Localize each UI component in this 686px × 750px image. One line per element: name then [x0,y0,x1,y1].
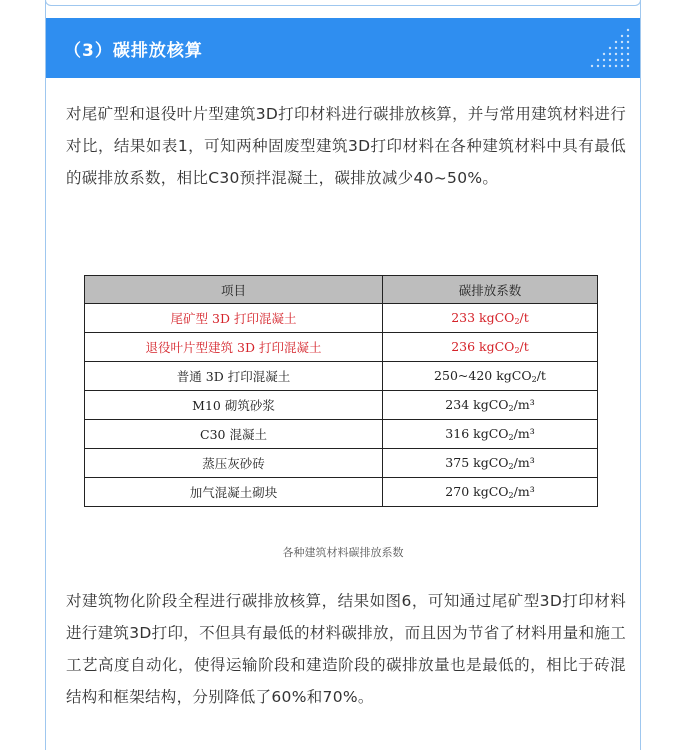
table-row [85,362,598,391]
header-coefficient: 碳排放系数 [383,276,598,304]
section-heading-bar [46,18,640,78]
cell-value: 236 kgCO [451,339,515,354]
cell-item: 退役叶片型建筑 3D 打印混凝土 [85,333,383,362]
table-row [85,478,598,507]
cell-unit: /m³ [513,397,535,412]
cell-unit: /m³ [513,484,535,499]
table-row [85,420,598,449]
table-row [85,449,598,478]
cell-value: 270 kgCO [445,484,509,499]
cell-subscript: 2 [514,346,520,355]
table-row [85,333,598,362]
cell-subscript: 2 [508,433,514,442]
table-header-row [85,276,598,304]
cell-coefficient [383,362,598,391]
cell-coefficient [383,420,598,449]
cell-subscript: 2 [531,375,537,384]
emission-table [84,275,598,507]
conclusion-paragraph: 对建筑物化阶段全程进行碳排放核算，结果如图6，可知通过尾矿型3D打印材料进行建筑3D打印，不但具有最低的材料碳排放，而且因为节省了材料用量和施工工艺高度自动化，使得运输阶段和建造阶段的碳排放量也是最低的，相比于砖混结构和框架结构，分别降低了60%和70%。 [66,592,626,706]
cell-unit: /t [536,368,546,383]
emission-table-container [84,275,598,507]
cell-subscript: 2 [508,404,514,413]
dot-pattern-icon [588,26,632,70]
intro-paragraph: 对尾矿型和退役叶片型建筑3D打印材料进行碳排放核算，并与常用建筑材料进行对比，结果如表1，可知两种固废型建筑3D打印材料在各种建筑材料中具有最低的碳排放系数，相比C30预拌混凝土，碳排放减少40~50%。 [66,105,626,187]
cell-item: C30 混凝土 [85,420,383,449]
cell-value: 233 kgCO [451,310,515,325]
cell-item: 尾矿型 3D 打印混凝土 [85,304,383,333]
cell-coefficient [383,449,598,478]
cell-unit: /m³ [513,455,535,470]
cell-subscript: 2 [514,317,520,326]
section-heading: （3）碳排放核算 [64,40,203,61]
cell-value: 375 kgCO [445,455,509,470]
table-row [85,391,598,420]
cell-coefficient [383,333,598,362]
header-item: 项目 [85,276,383,304]
cell-item: 普通 3D 打印混凝土 [85,362,383,391]
cell-coefficient [383,391,598,420]
cell-unit: /t [519,310,529,325]
cell-value: 234 kgCO [445,397,509,412]
cell-value: 250~420 kgCO [434,368,532,383]
cell-value: 316 kgCO [445,426,509,441]
cell-item: 蒸压灰砂砖 [85,449,383,478]
cell-unit: /t [519,339,529,354]
cell-subscript: 2 [508,491,514,500]
table-row [85,304,598,333]
cell-coefficient [383,304,598,333]
cell-item: M10 砌筑砂浆 [85,391,383,420]
cell-item: 加气混凝土砌块 [85,478,383,507]
cell-unit: /m³ [513,426,535,441]
cell-subscript: 2 [508,462,514,471]
cell-coefficient [383,478,598,507]
table-caption: 各种建筑材料碳排放系数 [282,546,404,559]
